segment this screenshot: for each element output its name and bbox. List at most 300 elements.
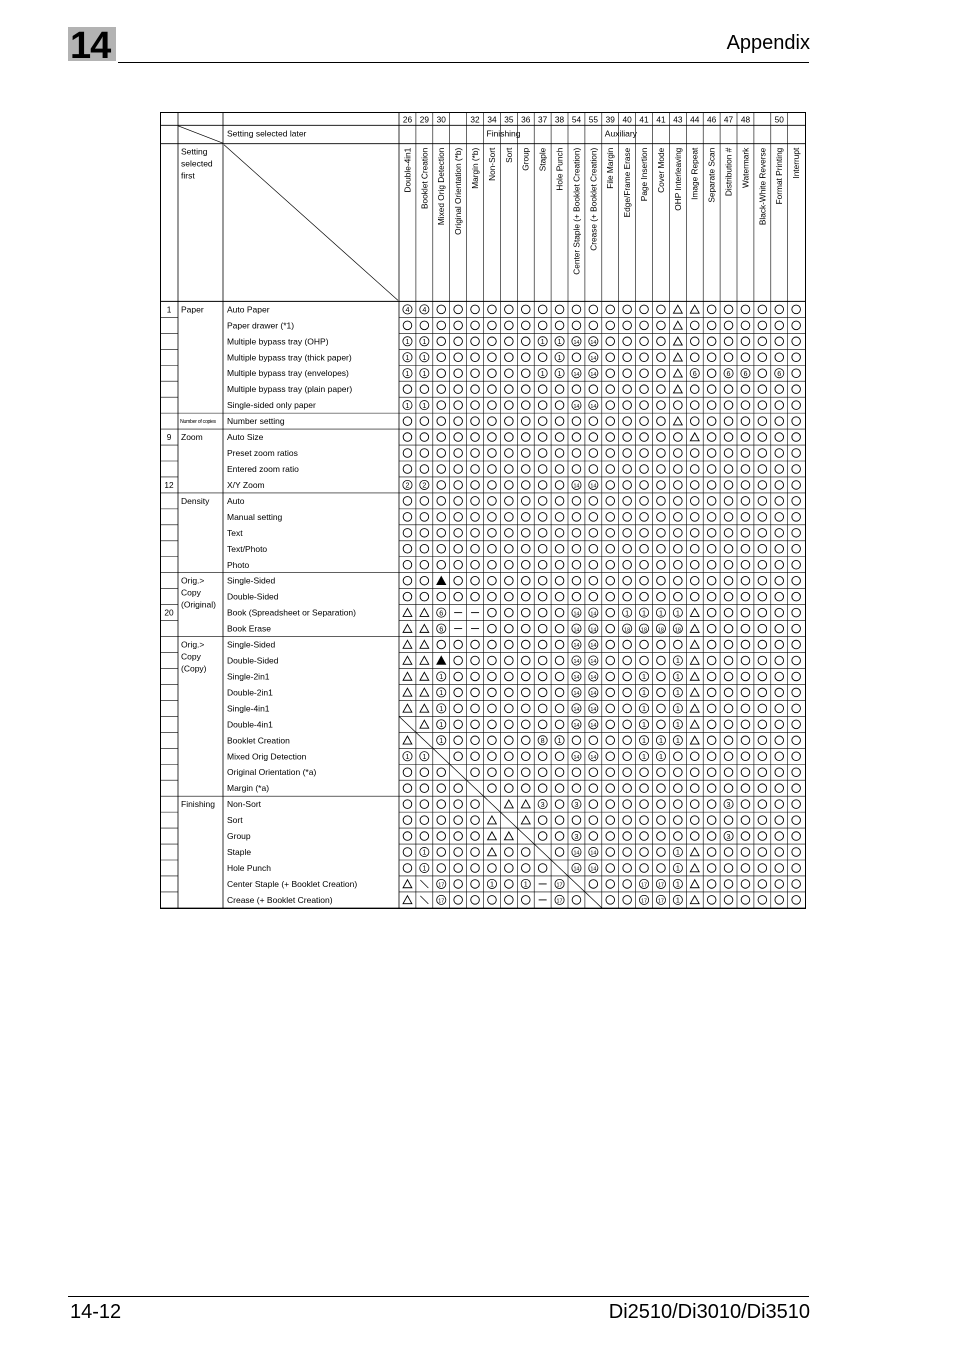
circled-number: 14 <box>590 643 597 650</box>
allowed-mark <box>589 433 598 442</box>
allowed-mark <box>403 864 412 873</box>
circled-number: 1 <box>675 672 680 682</box>
allowed-mark <box>724 305 733 314</box>
header-label-first: first <box>181 170 195 181</box>
allowed-mark <box>538 433 547 442</box>
triangle-mark <box>420 640 429 648</box>
allowed-mark <box>657 768 666 777</box>
allowed-mark <box>690 544 699 553</box>
allowed-mark <box>657 465 666 474</box>
allowed-mark <box>606 513 615 522</box>
triangle-mark <box>488 848 497 856</box>
circled-number: 1 <box>422 847 427 857</box>
allowed-mark <box>657 560 666 569</box>
page-number: 14-12 <box>70 1301 122 1323</box>
model-name: Di2510/Di3010/Di3510 <box>608 1301 810 1323</box>
allowed-mark <box>657 784 666 793</box>
circled-number: 6 <box>777 368 782 378</box>
row-label: Text/Photo <box>227 543 268 554</box>
column-header: Black-White Reverse <box>757 147 768 226</box>
diagonal-mark <box>585 892 602 908</box>
circled-number: 14 <box>590 707 597 714</box>
allowed-mark <box>775 529 784 538</box>
allowed-mark <box>454 864 463 873</box>
allowed-mark <box>741 640 750 649</box>
allowed-mark <box>454 848 463 857</box>
allowed-mark <box>589 784 598 793</box>
allowed-mark <box>572 353 581 362</box>
allowed-mark <box>690 337 699 346</box>
allowed-mark <box>454 576 463 585</box>
allowed-mark <box>538 624 547 633</box>
allowed-mark <box>640 816 649 825</box>
allowed-mark <box>640 656 649 665</box>
allowed-mark <box>505 752 514 761</box>
column-header: Distribution # <box>723 147 734 197</box>
circled-number: 2 <box>405 480 410 490</box>
allowed-mark <box>572 465 581 474</box>
circled-number: 1 <box>439 704 444 714</box>
allowed-mark <box>606 848 615 857</box>
allowed-mark <box>454 544 463 553</box>
circled-number: 1 <box>658 736 663 745</box>
allowed-mark <box>775 560 784 569</box>
allowed-mark <box>538 832 547 841</box>
allowed-mark <box>690 401 699 410</box>
allowed-mark <box>505 704 514 713</box>
allowed-mark <box>505 353 514 362</box>
allowed-mark <box>606 704 615 713</box>
allowed-mark <box>690 752 699 761</box>
allowed-mark <box>741 560 750 569</box>
allowed-mark <box>741 337 750 346</box>
allowed-mark <box>657 497 666 506</box>
allowed-mark <box>488 592 497 601</box>
allowed-mark <box>640 353 649 362</box>
triangle-mark <box>403 656 412 664</box>
allowed-mark <box>521 768 530 777</box>
allowed-mark <box>420 321 429 330</box>
allowed-mark <box>437 305 446 314</box>
allowed-mark <box>505 672 514 681</box>
allowed-mark <box>792 832 801 841</box>
allowed-mark <box>505 544 514 553</box>
allowed-mark <box>521 305 530 314</box>
circled-number: 1 <box>557 736 562 745</box>
allowed-mark <box>640 784 649 793</box>
column-number: 30 <box>436 114 446 125</box>
circled-number: 17 <box>438 898 445 905</box>
allowed-mark <box>454 497 463 506</box>
allowed-mark <box>572 433 581 442</box>
allowed-mark <box>606 481 615 490</box>
allowed-mark <box>454 353 463 362</box>
allowed-mark <box>657 688 666 697</box>
allowed-mark <box>471 800 480 809</box>
column-header: Center Staple (+ Booklet Creation) <box>571 147 582 275</box>
circled-number: 1 <box>439 720 444 730</box>
allowed-mark <box>471 481 480 490</box>
circled-number: 1 <box>405 400 410 410</box>
allowed-mark <box>792 417 801 426</box>
header-label-first: Setting <box>181 146 208 157</box>
allowed-mark <box>437 529 446 538</box>
column-number: 43 <box>673 114 683 125</box>
column-number: 38 <box>554 114 565 125</box>
allowed-mark <box>437 768 446 777</box>
allowed-mark <box>623 305 632 314</box>
allowed-mark <box>420 832 429 841</box>
allowed-mark <box>488 624 497 633</box>
allowed-mark <box>521 353 530 362</box>
allowed-mark <box>521 560 530 569</box>
allowed-mark <box>775 896 784 905</box>
allowed-mark <box>555 513 564 522</box>
allowed-mark <box>420 560 429 569</box>
allowed-mark <box>792 880 801 889</box>
allowed-mark <box>792 704 801 713</box>
allowed-mark <box>505 321 514 330</box>
circled-number: 8 <box>540 736 545 745</box>
allowed-mark <box>623 576 632 585</box>
allowed-mark <box>690 449 699 458</box>
circled-number: 1 <box>422 863 427 873</box>
allowed-mark <box>707 481 716 490</box>
allowed-mark <box>437 401 446 410</box>
circled-number: 17 <box>657 882 664 889</box>
row-label: Multiple bypass tray (thick paper) <box>227 352 352 363</box>
circled-number: 17 <box>657 898 664 905</box>
column-number: 41 <box>639 114 649 125</box>
allowed-mark <box>674 544 683 553</box>
allowed-mark <box>623 640 632 649</box>
allowed-mark <box>521 896 530 905</box>
allowed-mark <box>420 449 429 458</box>
header-diagonal <box>224 145 398 301</box>
category-label: Paper <box>181 304 204 315</box>
allowed-mark <box>403 816 412 825</box>
allowed-mark <box>792 592 801 601</box>
circled-number: 1 <box>675 847 680 857</box>
circled-number: 14 <box>573 754 580 761</box>
allowed-mark <box>555 401 564 410</box>
circled-number: 1 <box>422 400 427 410</box>
allowed-mark <box>758 353 767 362</box>
allowed-mark <box>792 576 801 585</box>
allowed-mark <box>741 752 750 761</box>
allowed-mark <box>437 497 446 506</box>
category-label: Density <box>181 495 210 506</box>
allowed-mark <box>437 465 446 474</box>
allowed-mark <box>741 401 750 410</box>
allowed-mark <box>437 449 446 458</box>
row-label: Photo <box>227 559 250 570</box>
allowed-mark <box>724 401 733 410</box>
allowed-mark <box>555 656 564 665</box>
allowed-mark <box>454 720 463 729</box>
circled-number: 1 <box>642 751 647 761</box>
circled-number: 18 <box>657 627 664 634</box>
allowed-mark <box>741 816 750 825</box>
allowed-mark <box>606 656 615 665</box>
allowed-mark <box>792 736 801 745</box>
allowed-mark <box>775 481 784 490</box>
allowed-mark <box>437 864 446 873</box>
allowed-mark <box>555 576 564 585</box>
allowed-mark <box>758 433 767 442</box>
allowed-mark <box>555 497 564 506</box>
header-rule <box>118 62 809 63</box>
allowed-mark <box>538 321 547 330</box>
allowed-mark <box>606 544 615 553</box>
allowed-mark <box>437 640 446 649</box>
allowed-mark <box>758 624 767 633</box>
allowed-mark <box>775 864 784 873</box>
category-label: Orig.> <box>181 639 205 650</box>
allowed-mark <box>640 848 649 857</box>
allowed-mark <box>471 401 480 410</box>
allowed-mark <box>724 880 733 889</box>
allowed-mark <box>707 768 716 777</box>
allowed-mark <box>471 640 480 649</box>
row-label: Double-Sided <box>227 655 279 666</box>
allowed-mark <box>775 688 784 697</box>
allowed-mark <box>707 465 716 474</box>
allowed-mark <box>792 800 801 809</box>
allowed-mark <box>775 544 784 553</box>
allowed-mark <box>792 672 801 681</box>
allowed-mark <box>623 481 632 490</box>
column-header: Non-Sort <box>486 147 497 181</box>
allowed-mark <box>707 497 716 506</box>
allowed-mark <box>488 768 497 777</box>
allowed-mark <box>437 385 446 394</box>
allowed-mark <box>606 768 615 777</box>
allowed-mark <box>623 513 632 522</box>
triangle-mark <box>504 832 513 840</box>
allowed-mark <box>505 305 514 314</box>
allowed-mark <box>606 784 615 793</box>
row-label: Multiple bypass tray (plain paper) <box>227 384 353 395</box>
allowed-mark <box>724 576 733 585</box>
circled-number: 1 <box>658 608 663 618</box>
allowed-mark <box>792 656 801 665</box>
column-header: Margin (*b) <box>470 147 481 189</box>
allowed-mark <box>555 816 564 825</box>
allowed-mark <box>741 385 750 394</box>
allowed-mark <box>792 720 801 729</box>
allowed-mark <box>538 640 547 649</box>
allowed-mark <box>555 560 564 569</box>
allowed-mark <box>538 688 547 697</box>
allowed-mark <box>707 704 716 713</box>
allowed-mark <box>758 768 767 777</box>
allowed-mark <box>775 640 784 649</box>
circled-number: 14 <box>590 355 597 362</box>
allowed-mark <box>792 864 801 873</box>
column-number: 34 <box>487 114 497 125</box>
allowed-mark <box>623 449 632 458</box>
allowed-mark <box>606 672 615 681</box>
allowed-mark <box>724 385 733 394</box>
allowed-mark <box>741 832 750 841</box>
allowed-mark <box>657 513 666 522</box>
column-header: Format Printing <box>774 147 785 205</box>
allowed-mark <box>521 784 530 793</box>
allowed-mark <box>741 656 750 665</box>
triangle-mark <box>690 640 699 648</box>
circled-number: 1 <box>422 751 427 761</box>
allowed-mark <box>555 592 564 601</box>
allowed-mark <box>690 321 699 330</box>
allowed-mark <box>538 513 547 522</box>
allowed-mark <box>657 353 666 362</box>
category-label: Number of copies <box>180 419 216 426</box>
allowed-mark <box>690 576 699 585</box>
diagonal-mark <box>500 812 517 828</box>
allowed-mark <box>471 736 480 745</box>
allowed-mark <box>741 513 750 522</box>
row-label: Auto <box>227 495 245 506</box>
allowed-mark <box>420 417 429 426</box>
circled-number: 1 <box>540 337 545 346</box>
row-label: Staple <box>227 847 252 858</box>
triangle-mark <box>420 672 429 680</box>
header-label-later: Setting selected later <box>227 128 307 139</box>
allowed-mark <box>572 592 581 601</box>
allowed-mark <box>741 544 750 553</box>
allowed-mark <box>640 768 649 777</box>
allowed-mark <box>640 864 649 873</box>
allowed-mark <box>623 864 632 873</box>
allowed-mark <box>724 720 733 729</box>
allowed-mark <box>420 784 429 793</box>
circled-number: 1 <box>523 879 528 889</box>
allowed-mark <box>724 656 733 665</box>
allowed-mark <box>707 305 716 314</box>
allowed-mark <box>657 449 666 458</box>
allowed-mark <box>420 529 429 538</box>
allowed-mark <box>758 369 767 378</box>
allowed-mark <box>538 768 547 777</box>
allowed-mark <box>741 529 750 538</box>
allowed-mark <box>454 688 463 697</box>
allowed-mark <box>657 848 666 857</box>
allowed-mark <box>657 305 666 314</box>
category-label: (Copy) <box>181 663 207 674</box>
allowed-mark <box>775 848 784 857</box>
allowed-mark <box>454 305 463 314</box>
circled-number: 1 <box>422 337 427 346</box>
allowed-mark <box>403 449 412 458</box>
allowed-mark <box>471 816 480 825</box>
header-label-first: selected <box>181 158 213 169</box>
allowed-mark <box>437 560 446 569</box>
circled-number: 14 <box>573 371 580 378</box>
column-header: Edge/Frame Erase <box>622 147 633 218</box>
column-number: 36 <box>521 114 531 125</box>
allowed-mark <box>403 544 412 553</box>
allowed-mark <box>471 768 480 777</box>
allowed-mark <box>403 321 412 330</box>
allowed-mark <box>505 529 514 538</box>
allowed-mark <box>538 560 547 569</box>
allowed-mark <box>454 784 463 793</box>
allowed-mark <box>538 465 547 474</box>
circled-number: 1 <box>675 704 680 714</box>
allowed-mark <box>606 385 615 394</box>
circled-number: 1 <box>658 751 663 761</box>
allowed-mark <box>690 560 699 569</box>
allowed-mark <box>471 529 480 538</box>
column-header: OHP Interleaving <box>672 147 683 211</box>
triangle-mark <box>403 896 412 904</box>
column-number: 55 <box>588 114 598 125</box>
allowed-mark <box>589 321 598 330</box>
allowed-mark <box>690 497 699 506</box>
allowed-mark <box>538 672 547 681</box>
allowed-mark <box>437 816 446 825</box>
triangle-mark <box>673 337 682 345</box>
allowed-mark <box>454 656 463 665</box>
circled-number: 3 <box>726 799 731 809</box>
allowed-mark <box>505 784 514 793</box>
allowed-mark <box>724 417 733 426</box>
allowed-mark <box>758 608 767 617</box>
circled-number: 17 <box>641 898 648 905</box>
triangle-mark <box>690 433 699 441</box>
allowed-mark <box>488 736 497 745</box>
allowed-mark <box>437 369 446 378</box>
allowed-mark <box>403 433 412 442</box>
allowed-mark <box>724 864 733 873</box>
circled-number: 14 <box>590 754 597 761</box>
allowed-mark <box>741 353 750 362</box>
allowed-mark <box>471 752 480 761</box>
circled-number: 14 <box>590 675 597 682</box>
row-label: Single-Sided <box>227 575 276 586</box>
allowed-mark <box>707 401 716 410</box>
allowed-mark <box>674 576 683 585</box>
allowed-mark <box>640 321 649 330</box>
allowed-mark <box>606 592 615 601</box>
column-number: 48 <box>740 114 751 125</box>
column-header: Image Repeat <box>689 147 700 200</box>
row-label: Text <box>227 527 243 538</box>
allowed-mark <box>437 848 446 857</box>
circled-number: 1 <box>675 720 680 730</box>
allowed-mark <box>741 800 750 809</box>
circled-number: 1 <box>557 368 562 378</box>
allowed-mark <box>792 688 801 697</box>
allowed-mark <box>521 497 530 506</box>
allowed-mark <box>488 640 497 649</box>
row-label: Non-Sort <box>227 799 262 810</box>
allowed-mark <box>775 624 784 633</box>
allowed-mark <box>555 305 564 314</box>
column-number: 40 <box>622 114 632 125</box>
allowed-mark <box>792 353 801 362</box>
allowed-mark <box>454 752 463 761</box>
circled-number: 14 <box>573 403 580 410</box>
allowed-mark <box>758 784 767 793</box>
triangle-mark <box>690 864 699 872</box>
allowed-mark <box>606 800 615 809</box>
allowed-mark <box>657 544 666 553</box>
allowed-mark <box>724 608 733 617</box>
allowed-mark <box>724 896 733 905</box>
allowed-mark <box>657 816 666 825</box>
